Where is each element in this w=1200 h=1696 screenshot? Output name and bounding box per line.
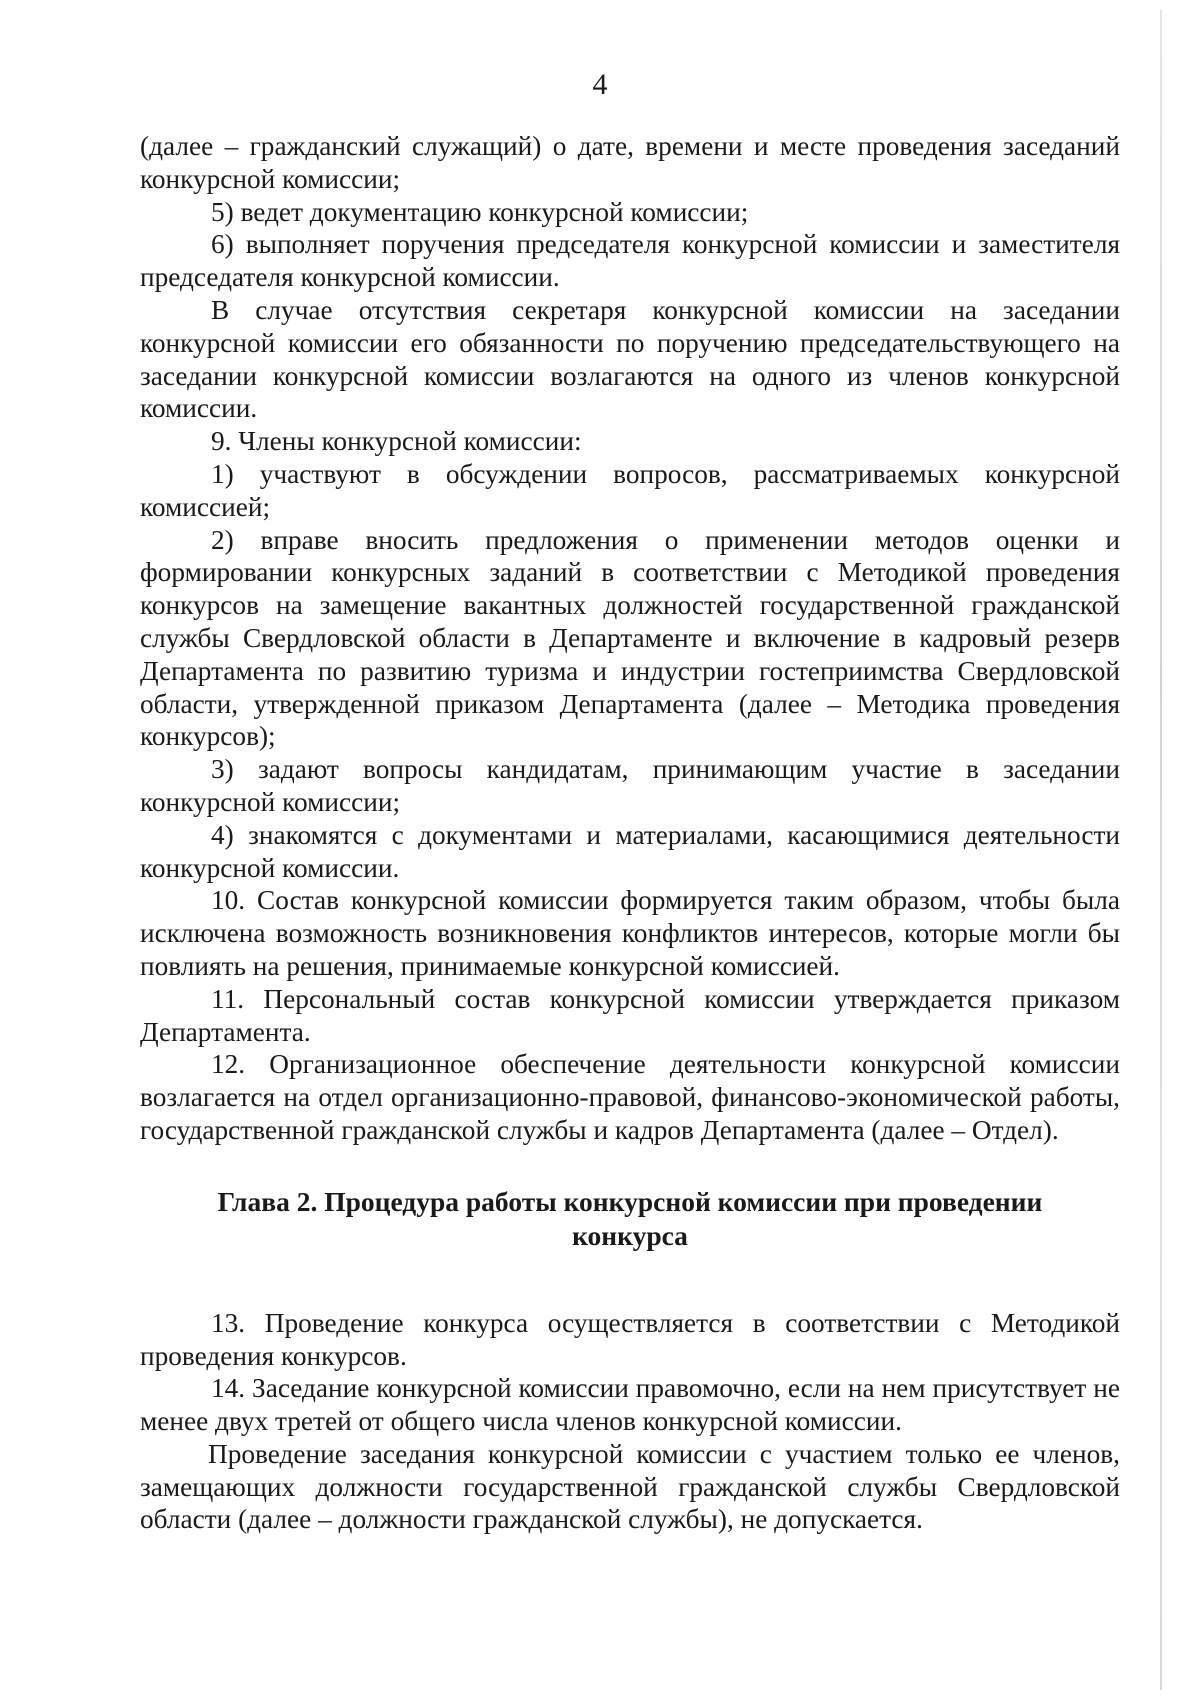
page-number: 4	[592, 68, 608, 101]
paragraph-clause-13: 13. Проведение конкурса осуществляется в соответствии с Методикой проведения конкурсов.	[140, 1307, 1120, 1371]
scan-edge-line	[1160, 10, 1162, 1690]
paragraph-clause-14: 14. Заседание конкурсной комиссии правомочно, если на нем присутствует не менее двух третей от общего числа членов конкурсной комиссии.	[140, 1373, 1120, 1437]
paragraph-clause-9: 9. Члены конкурсной комиссии:	[211, 426, 582, 457]
paragraph-continuation: (далее – гражданский служащий) о дате, времени и месте проведения заседаний конкурсной комиссии;	[140, 131, 1120, 194]
chapter-heading-line-1: Глава 2. Процедура работы конкурсной комиссии при проведении	[217, 1185, 1043, 1217]
paragraph-meeting-restriction: Проведение заседания конкурсной комиссии с участием только ее членов, замещающих должности государственной гражданской службы Свердловской области (далее – должности гражданской службы), не допускается.	[140, 1438, 1120, 1535]
paragraph-clause-11: 11. Персональный состав конкурсной комиссии утверждается приказом Департамента.	[140, 983, 1120, 1047]
document-body	[140, 130, 1120, 1536]
chapter-heading	[140, 1185, 1120, 1253]
heading-spacer	[140, 1253, 1120, 1307]
paragraph-secretary-absence: В случае отсутствия секретаря конкурсной комиссии на заседании конкурсной комиссии его обязанности по поручению председательствующего на заседании конкурсной комиссии возлагаются на одного из членов конкурсной комиссии.	[140, 294, 1120, 424]
paragraph-clause-9-item-4: 4) знакомятся с документами и материалами, касающимися деятельности конкурсной комиссии.	[140, 819, 1120, 883]
paragraph-clause-9-item-1: 1) участвуют в обсуждении вопросов, рассматриваемых конкурсной комиссией;	[140, 458, 1120, 522]
paragraph-item-5: 5) ведет документацию конкурсной комиссии;	[211, 196, 749, 227]
paragraph-clause-9-item-3: 3) задают вопросы кандидатам, принимающим участие в заседании конкурсной комиссии;	[140, 754, 1120, 817]
paragraph-clause-9-item-2: 2) вправе вносить предложения о применении методов оценки и формировании конкурсных заданий в соответствии с Методикой проведения конкурсов на замещение вакантных должностей государственной гражданской службы Свердловской области в Департаменте и включение в кадровый резерв Департамента по развитию туризма и индустрии гостеприимства Свердловской области, утвержденной приказом Департамента (далее – Методика проведения конкурсов);	[140, 524, 1120, 752]
chapter-heading-line-2: конкурса	[572, 1219, 688, 1251]
paragraph-item-6: 6) выполняет поручения председателя конкурсной комиссии и заместителя председателя конкурсной комиссии.	[140, 229, 1120, 293]
paragraph-clause-12: 12. Организационное обеспечение деятельности конкурсной комиссии возлагается на отдел организационно-правовой, финансово-экономической работы, государственной гражданской службы и кадров Департамента (далее – Отдел).	[140, 1049, 1120, 1145]
paragraph-clause-10: 10. Состав конкурсной комиссии формируется таким образом, чтобы была исключена возможность возникновения конфликтов интересов, которые могли бы повлиять на решения, принимаемые конкурсной комиссией.	[140, 885, 1120, 981]
